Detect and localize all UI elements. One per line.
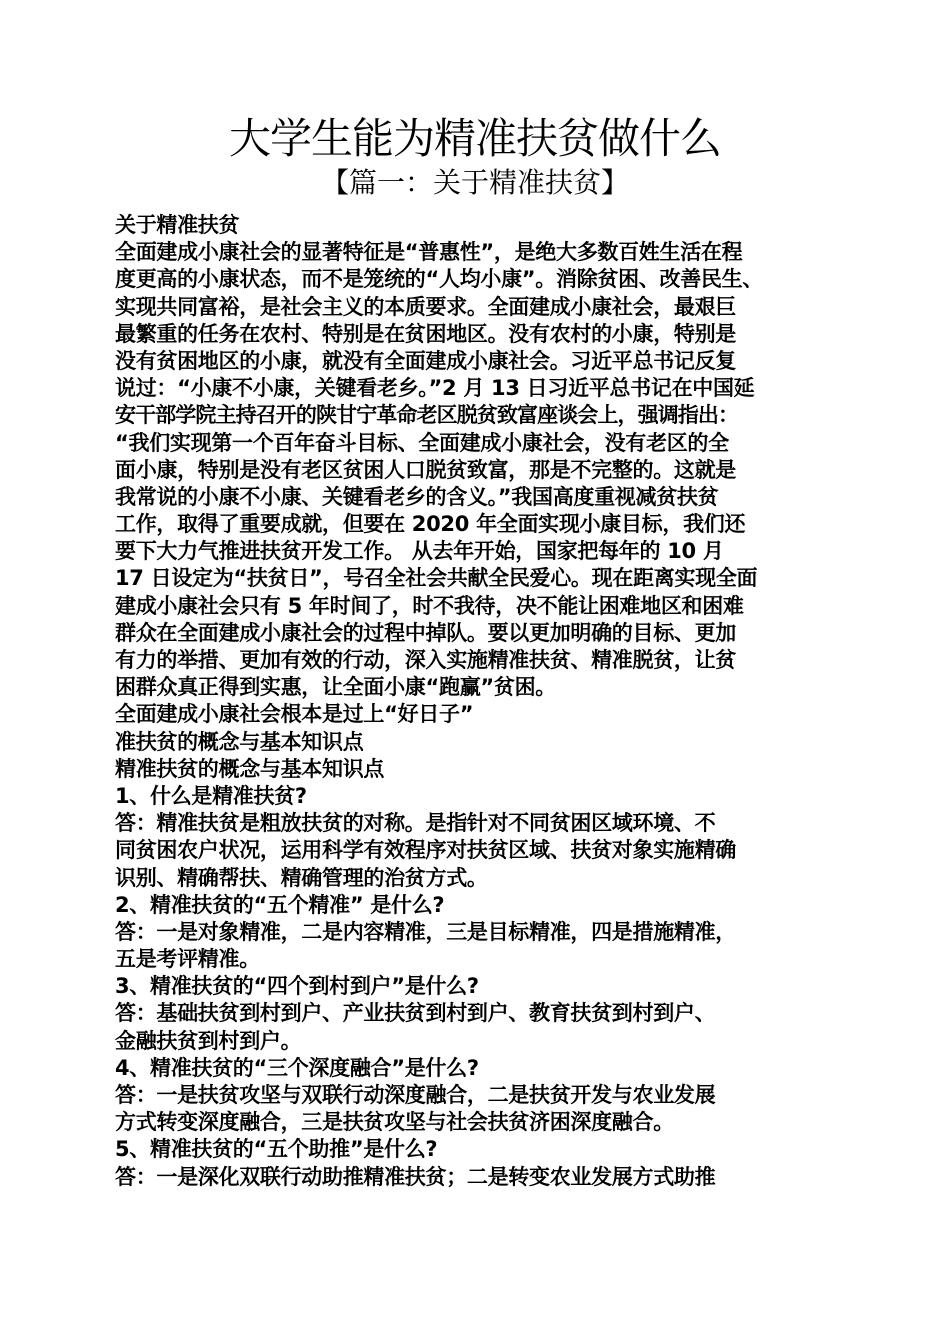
document-body <box>115 212 845 1191</box>
text-line: 同贫困农户状况，运用科学有效程序对扶贫区域、扶贫对象实施精确 <box>115 838 736 863</box>
text-line: 答：一是对象精准，二是内容精准，三是目标精准，四是措施精准， <box>115 919 736 944</box>
text-line: “我们实现第一个百年奋斗目标、全面建成小康社会，没有老区的全 <box>115 430 729 455</box>
text-line: 工作，取得了重要成就，但要在 2020 年全面实现小康目标，我们还 <box>115 512 746 537</box>
text-line: 全面建成小康社会根本是过上“好日子” <box>115 702 474 727</box>
text-line: 群众在全面建成小康社会的过程中掉队。要以更加明确的目标、更加 <box>115 620 736 645</box>
text-line: 我常说的小康不小康、关键看老乡的含义。”我国高度重视减贫扶贫 <box>115 484 719 509</box>
text-line: 4、精准扶贫的“三个深度融合”是什么? <box>115 1055 479 1080</box>
document-subtitle: 【篇一：关于精准扶贫】 <box>320 166 629 199</box>
text-line: 2、精准扶贫的“五个精准” 是什么? <box>115 892 445 917</box>
text-line: 3、精准扶贫的“四个到村到户”是什么? <box>115 974 479 999</box>
text-line: 要下大力气推进扶贫开发工作。 从去年开始，国家把每年的 10 月 <box>115 539 724 564</box>
text-line: 有力的举措、更加有效的行动，深入实施精准扶贫、精准脱贫，让贫 <box>115 648 736 672</box>
text-line: 没有贫困地区的小康，就没有全面建成小康社会。习近平总书记反复 <box>115 348 736 373</box>
text-line: 最繁重的任务在农村、特别是在贫困地区。没有农村的小康，特别是 <box>115 321 736 346</box>
text-line: 1、什么是精准扶贫? <box>115 783 307 808</box>
text-line: 说过：“小康不小康，关键看老乡。”2 月 13 日习近平总书记在中国延 <box>115 376 755 401</box>
text-line: 实现共同富裕，是社会主义的本质要求。全面建成小康社会，最艰巨 <box>115 294 736 319</box>
text-line: 建成小康社会只有 5 年时间了，时不我待，决不能让困难地区和困难 <box>115 593 744 618</box>
text-line: 关于精准扶贫 <box>115 213 240 237</box>
text-line: 全面建成小康社会的显著特征是“普惠性”，是绝大多数百姓生活在程 <box>115 240 743 265</box>
text-line: 安干部学院主持召开的陕甘宁革命老区脱贫致富座谈会上，强调指出： <box>115 403 739 428</box>
text-line: 5、精准扶贫的“五个助推”是什么? <box>115 1137 438 1162</box>
text-line: 答：基础扶贫到村到户、产业扶贫到村到户、教育扶贫到村到户、 <box>115 1001 716 1026</box>
text-line: 方式转变深度融合，三是扶贫攻坚与社会扶贫济困深度融合。 <box>115 1110 674 1135</box>
text-line: 面小康，特别是没有老区贫困人口脱贫致富，那是不完整的。这就是 <box>115 457 736 482</box>
document-title: 大学生能为精准扶贫做什么 <box>228 114 721 163</box>
text-line: 五是考评精准。 <box>115 947 260 972</box>
text-line: 答：精准扶贫是粗放扶贫的对称。是指针对不同贫困区域环境、不 <box>115 811 716 836</box>
text-line: 17 日设定为“扶贫日”，号召全社会共献全民爱心。现在距离实现全面 <box>115 566 758 591</box>
text-line: 困群众真正得到实惠，让全面小康“跑赢”贫困。 <box>115 675 557 700</box>
text-line: 准扶贫的概念与基本知识点 <box>115 729 364 754</box>
text-line: 识别、精确帮扶、精确管理的治贫方式。 <box>115 865 488 890</box>
text-line: 答：一是扶贫攻坚与双联行动深度融合，二是扶贫开发与农业发展 <box>115 1083 716 1107</box>
text-line: 答：一是深化双联行动助推精准扶贫；二是转变农业发展方式助推 <box>115 1164 716 1189</box>
text-line: 度更高的小康状态，而不是笼统的“人均小康”。消除贫困、改善民生、 <box>115 267 764 292</box>
text-line: 精准扶贫的概念与基本知识点 <box>115 756 385 781</box>
text-line: 金融扶贫到村到户。 <box>115 1028 302 1053</box>
